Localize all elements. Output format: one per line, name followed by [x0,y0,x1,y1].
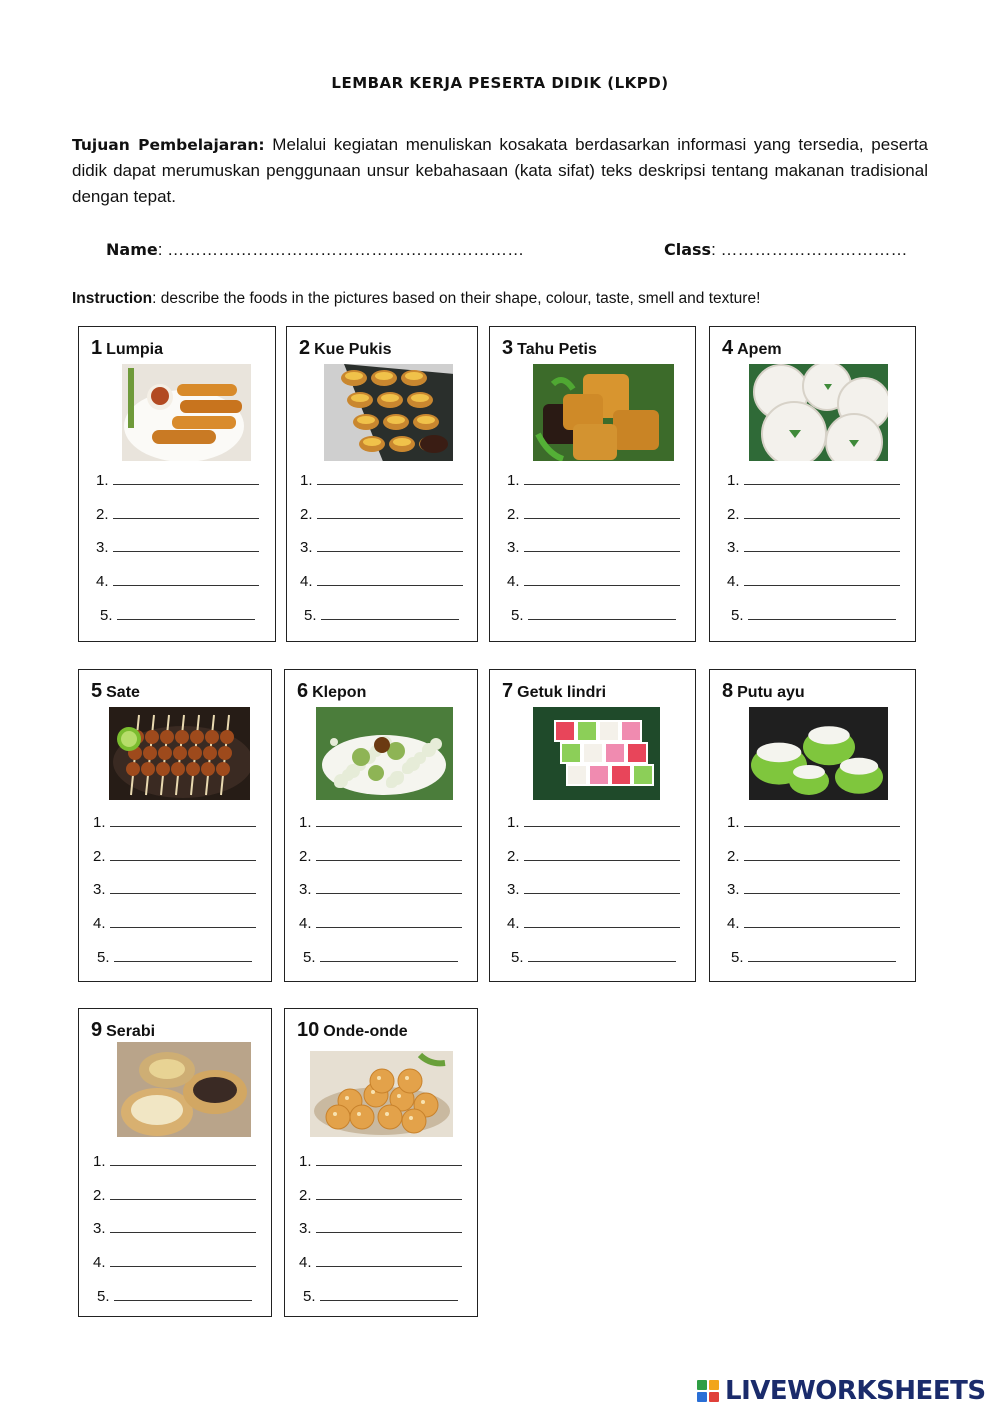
answer-blank[interactable] [744,573,900,586]
food-card [284,1008,478,1317]
line-number: 5. [304,606,317,624]
class-blank[interactable]: : …………………………… [711,240,908,259]
answer-line[interactable] [97,1288,252,1305]
card-food-name: Serabi [106,1023,156,1040]
line-number: 1. [93,814,106,831]
answer-line[interactable] [299,1220,462,1237]
line-number: 1. [727,472,740,489]
answer-line[interactable] [727,539,900,556]
answer-line[interactable] [93,1153,256,1170]
line-number: 3. [507,539,520,557]
line-number: 4. [507,915,520,933]
line-number: 5. [511,948,524,966]
answer-blank[interactable] [317,539,463,552]
answer-blank[interactable] [110,881,256,894]
line-number: 5. [97,948,110,966]
answer-blank[interactable] [524,814,680,827]
answer-line[interactable] [299,814,462,831]
line-number: 3. [299,881,312,899]
line-number: 3. [93,1220,106,1238]
answer-blank[interactable] [114,1288,252,1301]
class-field[interactable] [664,240,908,260]
line-number: 5. [303,1287,316,1305]
card-food-name: Sate [106,684,140,701]
line-number: 3. [507,881,520,899]
answer-blank[interactable] [110,915,256,928]
answer-blank[interactable] [524,848,680,861]
logo-mark-icon [697,1380,721,1404]
answer-blank[interactable] [117,607,255,620]
line-number: 1. [96,472,109,489]
card-number: 8 [722,680,734,702]
card-heading [299,337,391,360]
lumpia-photo [122,364,251,461]
line-number: 2. [507,505,520,523]
answer-blank[interactable] [316,814,462,827]
line-number: 4. [300,573,313,591]
food-card [284,669,478,982]
answer-line[interactable] [299,1153,462,1170]
answer-line[interactable] [96,539,259,556]
answer-line[interactable] [727,848,900,865]
answer-blank[interactable] [110,814,256,827]
goal-label: Tujuan Pembelajaran: [72,136,265,154]
tahu-petis-photo [533,364,674,461]
card-food-name: Klepon [312,684,367,701]
answer-line[interactable] [300,539,463,556]
brand-text: LIVEWORKSHEETS [725,1376,986,1406]
line-number: 3. [299,1220,312,1238]
answer-line[interactable] [93,881,256,898]
answer-blank[interactable] [113,506,259,519]
answer-blank[interactable] [110,1254,256,1267]
answer-blank[interactable] [320,1288,458,1301]
answer-line[interactable] [303,949,458,966]
line-number: 2. [299,847,312,865]
line-number: 1. [300,472,313,489]
answer-line[interactable] [300,472,463,489]
answer-line[interactable] [303,1288,458,1305]
answer-blank[interactable] [316,1254,462,1267]
card-heading [297,1019,408,1042]
answer-line[interactable] [511,607,676,624]
answer-line[interactable] [100,607,255,624]
answer-line[interactable] [299,1254,462,1271]
sate-photo [109,707,250,800]
line-number: 2. [727,847,740,865]
answer-blank[interactable] [110,1187,256,1200]
answer-blank[interactable] [113,539,259,552]
answer-line[interactable] [507,814,680,831]
answer-blank[interactable] [524,506,680,519]
answer-line[interactable] [727,881,900,898]
instruction-label: Instruction [72,290,153,307]
getuk-lindri-photo [533,707,660,800]
card-food-name: Apem [737,341,782,358]
instruction [72,290,760,308]
answer-blank[interactable] [524,881,680,894]
line-number: 2. [299,1186,312,1204]
answer-line[interactable] [96,506,259,523]
food-card [78,669,272,982]
line-number: 4. [93,915,106,933]
answer-blank[interactable] [114,949,252,962]
line-number: 1. [299,814,312,831]
answer-blank[interactable] [113,573,259,586]
answer-blank[interactable] [316,848,462,861]
instruction-text: : describe the foods in the pictures based on their shape, colour, taste, smell and texture! [152,290,761,307]
answer-line[interactable] [507,539,680,556]
answer-line[interactable] [507,506,680,523]
goal-text: Melalui kegiatan menuliskan kosakata berdasarkan informasi yang tersedia, peserta didik dapat merumuskan penggunaan unsur kebahasaan (kata sifat) teks deskripsi tentang makanan tradisional dengan tepat. [72,135,928,206]
food-card [286,326,478,642]
answer-line[interactable] [727,814,900,831]
line-number: 2. [727,505,740,523]
card-number: 7 [502,680,514,702]
answer-line[interactable] [304,607,459,624]
answer-blank[interactable] [744,539,900,552]
card-heading [297,680,366,703]
card-heading [722,337,782,360]
line-number: 4. [299,915,312,933]
card-heading [91,337,163,360]
kue-pukis-photo [324,364,453,461]
answer-blank[interactable] [524,573,680,586]
answer-blank[interactable] [744,506,900,519]
line-number: 4. [727,573,740,591]
answer-blank[interactable] [744,472,900,485]
line-number: 4. [507,573,520,591]
card-food-name: Onde-onde [323,1023,408,1040]
line-number: 5. [731,948,744,966]
serabi-photo [117,1042,251,1137]
name-field[interactable] [106,240,524,260]
line-number: 1. [507,472,520,489]
answer-blank[interactable] [528,949,676,962]
answer-line[interactable] [300,506,463,523]
line-number: 3. [727,539,740,557]
line-number: 5. [100,606,113,624]
card-number: 4 [722,337,734,359]
line-number: 1. [727,814,740,831]
page-title: LEMBAR KERJA PESERTA DIDIK (LKPD) [331,74,669,92]
answer-blank[interactable] [316,1153,462,1166]
onde-onde-photo [310,1051,453,1137]
answer-blank[interactable] [317,506,463,519]
name-blank[interactable]: : ……………………………………………………… [157,240,525,259]
answer-blank[interactable] [744,881,900,894]
card-number: 6 [297,680,309,702]
answer-line[interactable] [507,848,680,865]
answer-blank[interactable] [110,848,256,861]
card-number: 2 [299,337,311,359]
line-number: 2. [93,1186,106,1204]
card-number: 3 [502,337,514,359]
line-number: 4. [727,915,740,933]
card-heading [722,680,805,703]
food-card [78,326,276,642]
answer-blank[interactable] [524,472,680,485]
answer-blank[interactable] [744,814,900,827]
card-food-name: Tahu Petis [517,341,597,358]
line-number: 3. [93,881,106,899]
line-number: 5. [511,606,524,624]
line-number: 5. [731,606,744,624]
answer-line[interactable] [93,814,256,831]
line-number: 1. [93,1153,106,1170]
card-heading [502,680,606,703]
card-food-name: Getuk lindri [517,684,607,701]
answer-line[interactable] [507,472,680,489]
food-card [709,326,916,642]
line-number: 3. [300,539,313,557]
answer-line[interactable] [93,848,256,865]
answer-line[interactable] [727,915,900,932]
answer-blank[interactable] [748,949,896,962]
line-number: 2. [300,505,313,523]
answer-blank[interactable] [744,848,900,861]
class-label: Class [664,240,712,259]
apem-photo [749,364,888,461]
line-number: 5. [303,948,316,966]
answer-blank[interactable] [528,607,676,620]
klepon-photo [316,707,453,800]
line-number: 4. [299,1254,312,1272]
line-number: 1. [299,1153,312,1170]
answer-blank[interactable] [744,915,900,928]
answer-blank[interactable] [524,539,680,552]
line-number: 1. [507,814,520,831]
answer-blank[interactable] [110,1153,256,1166]
answer-blank[interactable] [317,472,463,485]
line-number: 4. [96,573,109,591]
line-number: 2. [93,847,106,865]
answer-line[interactable] [96,472,259,489]
answer-blank[interactable] [316,881,462,894]
answer-line[interactable] [299,881,462,898]
answer-line[interactable] [300,573,463,590]
food-card [78,1008,272,1317]
card-heading [502,337,597,360]
name-label: Name [106,240,158,259]
line-number: 2. [96,505,109,523]
answer-blank[interactable] [316,1220,462,1233]
answer-blank[interactable] [748,607,896,620]
answer-line[interactable] [93,1187,256,1204]
answer-line[interactable] [507,915,680,932]
answer-line[interactable] [511,949,676,966]
food-card [489,326,696,642]
answer-line[interactable] [731,949,896,966]
card-number: 5 [91,680,103,702]
putu-ayu-photo [749,707,888,800]
line-number: 2. [507,847,520,865]
answer-line[interactable] [727,573,900,590]
answer-line[interactable] [97,949,252,966]
answer-line[interactable] [727,472,900,489]
line-number: 3. [727,881,740,899]
line-number: 5. [97,1287,110,1305]
answer-line[interactable] [93,915,256,932]
answer-line[interactable] [93,1254,256,1271]
food-card [709,669,916,982]
liveworksheets-logo [697,1376,993,1406]
answer-line[interactable] [507,881,680,898]
answer-line[interactable] [299,915,462,932]
answer-line[interactable] [93,1220,256,1237]
answer-blank[interactable] [317,573,463,586]
answer-blank[interactable] [316,915,462,928]
card-heading [91,1019,155,1042]
card-number: 10 [297,1019,320,1041]
answer-blank[interactable] [321,607,459,620]
card-number: 9 [91,1019,103,1041]
answer-line[interactable] [727,506,900,523]
answer-blank[interactable] [524,915,680,928]
answer-blank[interactable] [316,1187,462,1200]
line-number: 4. [93,1254,106,1272]
answer-blank[interactable] [320,949,458,962]
answer-blank[interactable] [113,472,259,485]
food-card [489,669,696,982]
card-number: 1 [91,337,103,359]
card-food-name: Lumpia [106,341,164,358]
answer-line[interactable] [299,848,462,865]
answer-line[interactable] [731,607,896,624]
answer-blank[interactable] [110,1220,256,1233]
answer-line[interactable] [299,1187,462,1204]
answer-line[interactable] [507,573,680,590]
card-food-name: Kue Pukis [314,341,392,358]
learning-goal [72,132,928,210]
answer-line[interactable] [96,573,259,590]
line-number: 3. [96,539,109,557]
card-food-name: Putu ayu [737,684,805,701]
card-heading [91,680,140,703]
